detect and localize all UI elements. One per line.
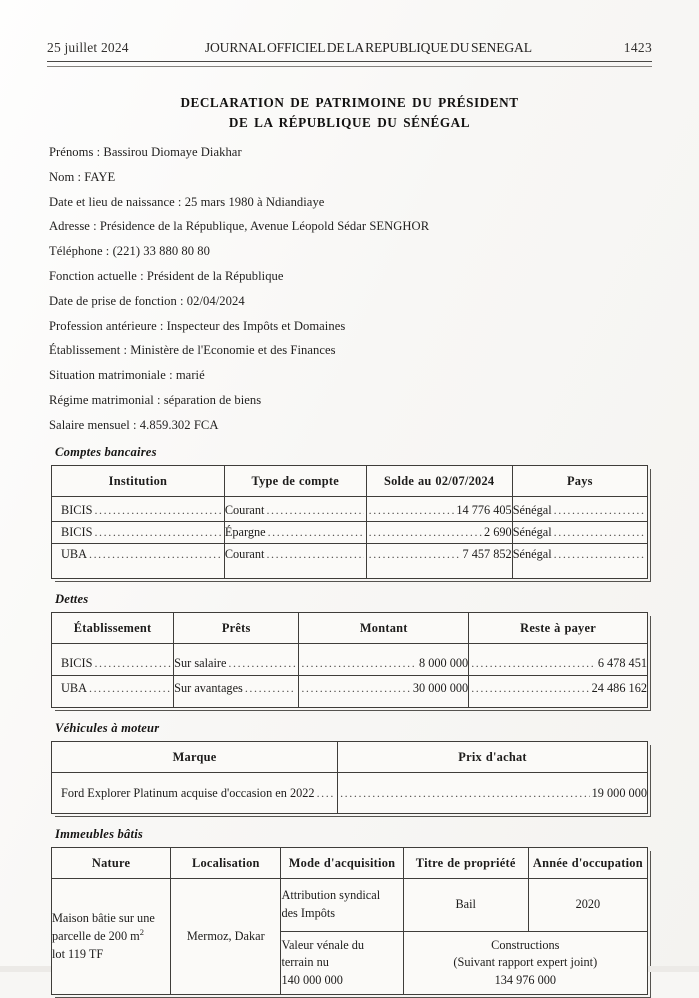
- cell-solde: [366, 544, 512, 579]
- cell-prets: [174, 676, 299, 708]
- identity-value-fonction-actuelle: Président de la République: [146, 269, 284, 284]
- table-row: [52, 497, 648, 522]
- identity-label-prise-de-fonction: Date de prise de fonction: [49, 293, 177, 308]
- col-header-prets: Prêts: [174, 613, 299, 644]
- cell-pays: [512, 497, 647, 522]
- table-row: [52, 879, 648, 932]
- identity-value-salaire-mensuel: 4.859.302 FCA: [139, 417, 219, 432]
- document-title-line-1: DECLARATION DE PATRIMOINE DU PRÉSIDENT: [180, 95, 519, 110]
- identity-value-telephone: (221) 33 880 80 80: [112, 244, 211, 259]
- col-header-prix-dachat: Prix d'achat: [338, 742, 648, 773]
- cell-type-de-compte: [224, 522, 366, 544]
- identity-value-nom: FAYE: [84, 169, 116, 184]
- table-row: [52, 676, 648, 708]
- table-wrap-immeubles: [51, 847, 648, 995]
- leader-dots: [340, 787, 590, 799]
- nature-line-2-text: parcelle de 200 m: [52, 928, 140, 943]
- cell-solde: [366, 497, 512, 522]
- land-value-line-2: terrain nu: [281, 955, 329, 970]
- value-prix-dachat: 19 000 000: [591, 785, 647, 800]
- identity-value-profession-anterieure: Inspecteur des Impôts et Domaines: [166, 318, 346, 333]
- value-etablissement: UBA: [61, 680, 87, 695]
- leader-dots: [266, 548, 363, 560]
- leader-dots: [301, 657, 417, 669]
- cell-constructions: [403, 932, 647, 995]
- caption-comptes-bancaires: Comptes bancaires: [55, 445, 157, 460]
- cell-pays: [512, 522, 647, 544]
- value-montant: 30 000 000: [412, 680, 469, 695]
- identity-label-nom: Nom: [49, 169, 75, 184]
- value-etablissement: BICIS: [61, 655, 93, 670]
- leader-dots: [228, 657, 296, 669]
- value-type-de-compte: Courant: [224, 547, 265, 562]
- leader-dots: [554, 548, 645, 560]
- value-solde: 14 776 405: [456, 503, 512, 518]
- cell-institution: [52, 497, 225, 522]
- table-wrap-comptes-bancaires: [51, 465, 648, 579]
- value-marque: Ford Explorer Platinum acquise d'occasion en 2022: [61, 785, 315, 800]
- col-header-mode-dacquisition: Mode d'acquisition: [281, 848, 403, 879]
- nature-line-2: [52, 928, 170, 946]
- col-header-montant: Montant: [299, 613, 469, 644]
- col-header-titre-de-propriete: Titre de propriété: [403, 848, 528, 879]
- caption-dettes: Dettes: [55, 592, 89, 607]
- value-pays: Sénégal: [512, 525, 552, 540]
- cell-nature: [52, 879, 171, 995]
- identity-value-naissance: 25 mars 1980 à Ndiandiaye: [184, 194, 325, 209]
- identity-label-salaire-mensuel: Salaire mensuel: [49, 417, 130, 432]
- value-reste-a-payer: 6 478 451: [597, 655, 647, 670]
- value-montant: 8 000 000: [419, 655, 469, 670]
- constructions-amount: 134 976 000: [494, 973, 557, 988]
- col-header-nature: Nature: [52, 848, 171, 879]
- cell-prets: [174, 644, 299, 676]
- table-header-row: [52, 466, 648, 497]
- leader-dots: [268, 526, 364, 538]
- identity-value-prenoms: Bassirou Diomaye Diakhar: [103, 145, 242, 160]
- identity-block: [47, 146, 652, 431]
- table-row: [52, 522, 648, 544]
- identity-label-adresse: Adresse: [49, 219, 90, 234]
- table-header-row: [52, 742, 648, 773]
- leader-dots: [554, 526, 645, 538]
- identity-label-prenoms: Prénoms: [49, 145, 94, 160]
- table-vehicules-a-moteur: [51, 741, 648, 814]
- value-pays: Sénégal: [512, 503, 552, 518]
- col-header-type-de-compte: Type de compte: [224, 466, 366, 497]
- identity-value-regime-matrimonial: séparation de biens: [163, 392, 262, 407]
- identity-row-etablissement: Établissement : Ministère de l'Economie et des Finances: [49, 343, 336, 358]
- cell-annee-doccupation: 2020: [528, 879, 647, 932]
- identity-label-etablissement: Établissement: [49, 343, 121, 358]
- leader-dots: [369, 526, 482, 538]
- cell-etablissement: [52, 644, 174, 676]
- nature-line-1: Maison bâtie sur une: [52, 911, 155, 926]
- identity-row-prenoms: Prénoms : Bassirou Diomaye Diakhar: [49, 145, 242, 160]
- nature-superscript: 2: [139, 926, 144, 937]
- table-wrap-vehicules: [51, 741, 648, 814]
- leader-dots: [471, 657, 596, 669]
- table-dettes: [51, 612, 648, 708]
- document-title-line-2: DE LA RÉPUBLIQUE DU SÉNÉGAL: [228, 115, 471, 131]
- document-title: [47, 93, 652, 133]
- table-row: [52, 644, 648, 676]
- value-type-de-compte: Épargne: [224, 525, 266, 540]
- cell-mode-dacquisition: [281, 879, 403, 932]
- leader-dots: [266, 504, 363, 516]
- leader-dots: [301, 682, 411, 694]
- caption-vehicules-a-moteur: Véhicules à moteur: [55, 721, 160, 736]
- value-reste-a-payer: 24 486 162: [591, 680, 647, 695]
- identity-label-regime-matrimonial: Régime matrimonial: [49, 392, 154, 407]
- table-immeubles-batis: [51, 847, 648, 995]
- col-header-reste-a-payer: Reste à payer: [469, 613, 648, 644]
- value-institution: BICIS: [61, 503, 93, 518]
- page-number: 1423: [623, 40, 652, 55]
- leader-dots: [369, 548, 461, 560]
- value-pays: Sénégal: [512, 547, 552, 562]
- acquisition-line-2: des Impôts: [281, 906, 336, 921]
- leader-dots: [89, 682, 171, 694]
- land-value-amount: 140 000 000: [281, 973, 343, 988]
- cell-solde: [366, 522, 512, 544]
- cell-prix-dachat: [338, 773, 648, 814]
- identity-row-adresse: Adresse : Présidence de la République, Avenue Léopold Sédar SENGHOR: [49, 219, 430, 234]
- cell-institution: [52, 544, 225, 579]
- identity-row-salaire-mensuel: Salaire mensuel : 4.859.302 FCA: [49, 417, 219, 432]
- table-header-row: [52, 613, 648, 644]
- caption-immeubles-batis: Immeubles bâtis: [55, 827, 144, 842]
- constructions-line-1: Constructions: [491, 937, 560, 952]
- leader-dots: [245, 682, 297, 694]
- cell-localisation: Mermoz, Dakar: [171, 879, 281, 995]
- value-prets: Sur salaire: [174, 655, 227, 670]
- leader-dots: [471, 682, 589, 694]
- section-vehicules-a-moteur: [47, 721, 652, 814]
- leader-dots: [554, 504, 645, 516]
- identity-row-situation-matrimoniale: Situation matrimoniale : marié: [49, 368, 205, 383]
- identity-label-naissance: Date et lieu de naissance: [49, 194, 175, 209]
- running-head-date: 25 juillet 2024: [47, 40, 129, 55]
- constructions-line-2: (Suivant rapport expert joint): [453, 955, 598, 970]
- cell-pays: [512, 544, 647, 579]
- col-header-institution: Institution: [52, 466, 225, 497]
- leader-dots: [317, 787, 336, 799]
- section-dettes: [47, 592, 652, 708]
- cell-montant: [299, 676, 469, 708]
- identity-row-nom: Nom : FAYE: [49, 169, 116, 184]
- identity-value-prise-de-fonction: 02/04/2024: [186, 293, 245, 308]
- header-divider-rule: [47, 61, 652, 67]
- col-header-etablissement: Établissement: [52, 613, 174, 644]
- section-immeubles-batis: [47, 827, 652, 995]
- identity-label-telephone: Téléphone: [49, 244, 103, 259]
- leader-dots: [94, 504, 221, 516]
- cell-valeur-venale: [281, 932, 403, 995]
- cell-reste-a-payer: [469, 644, 648, 676]
- identity-row-regime-matrimonial: Régime matrimonial : séparation de biens: [49, 392, 262, 407]
- leader-dots: [94, 526, 221, 538]
- identity-label-profession-anterieure: Profession antérieure: [49, 318, 157, 333]
- section-comptes-bancaires: [47, 445, 652, 579]
- col-header-annee-doccupation: Année d'occupation: [528, 848, 647, 879]
- leader-dots: [94, 657, 171, 669]
- identity-label-situation-matrimoniale: Situation matrimoniale: [49, 368, 166, 383]
- value-solde: 7 457 852: [462, 547, 512, 562]
- value-type-de-compte: Courant: [224, 503, 265, 518]
- cell-type-de-compte: [224, 544, 366, 579]
- leader-dots: [369, 504, 455, 516]
- cell-titre-de-propriete: Bail: [403, 879, 528, 932]
- acquisition-line-1: Attribution syndical: [281, 888, 381, 903]
- col-header-pays: Pays: [512, 466, 647, 497]
- cell-marque: [52, 773, 338, 814]
- col-header-marque: Marque: [52, 742, 338, 773]
- table-wrap-dettes: [51, 612, 648, 708]
- running-head-publication-title: JOURNAL OFFICIEL DE LA REPUBLIQUE DU SENEGAL: [204, 40, 532, 55]
- cell-type-de-compte: [224, 497, 366, 522]
- identity-value-situation-matrimoniale: marié: [175, 368, 205, 383]
- cell-montant: [299, 644, 469, 676]
- col-header-localisation: Localisation: [171, 848, 281, 879]
- table-comptes-bancaires: [51, 465, 648, 579]
- value-institution: UBA: [61, 547, 87, 562]
- value-prets: Sur avantages: [174, 680, 243, 695]
- cell-etablissement: [52, 676, 174, 708]
- leader-dots: [89, 548, 222, 560]
- cell-reste-a-payer: [469, 676, 648, 708]
- table-row: [52, 773, 648, 814]
- identity-row-profession-anterieure: Profession antérieure : Inspecteur des Impôts et Domaines: [49, 318, 346, 333]
- table-header-row: [52, 848, 648, 879]
- identity-row-naissance: Date et lieu de naissance : 25 mars 1980 à Ndiandiaye: [49, 194, 325, 209]
- value-institution: BICIS: [61, 525, 93, 540]
- identity-label-fonction-actuelle: Fonction actuelle: [49, 269, 137, 284]
- identity-value-etablissement: Ministère de l'Economie et des Finances: [130, 343, 336, 358]
- identity-row-fonction-actuelle: Fonction actuelle : Président de la République: [49, 269, 284, 284]
- running-head: [47, 0, 652, 56]
- identity-row-prise-de-fonction: Date de prise de fonction : 02/04/2024: [49, 293, 245, 308]
- table-row: [52, 544, 648, 579]
- value-solde: 2 690: [484, 525, 512, 540]
- col-header-solde: Solde au 02/07/2024: [366, 466, 512, 497]
- identity-row-telephone: Téléphone : (221) 33 880 80 80: [49, 244, 211, 259]
- cell-institution: [52, 522, 225, 544]
- land-value-line-1: Valeur vénale du: [281, 937, 365, 952]
- nature-line-3: lot 119 TF: [52, 946, 104, 961]
- identity-value-adresse: Présidence de la République, Avenue Léopold Sédar SENGHOR: [99, 219, 430, 234]
